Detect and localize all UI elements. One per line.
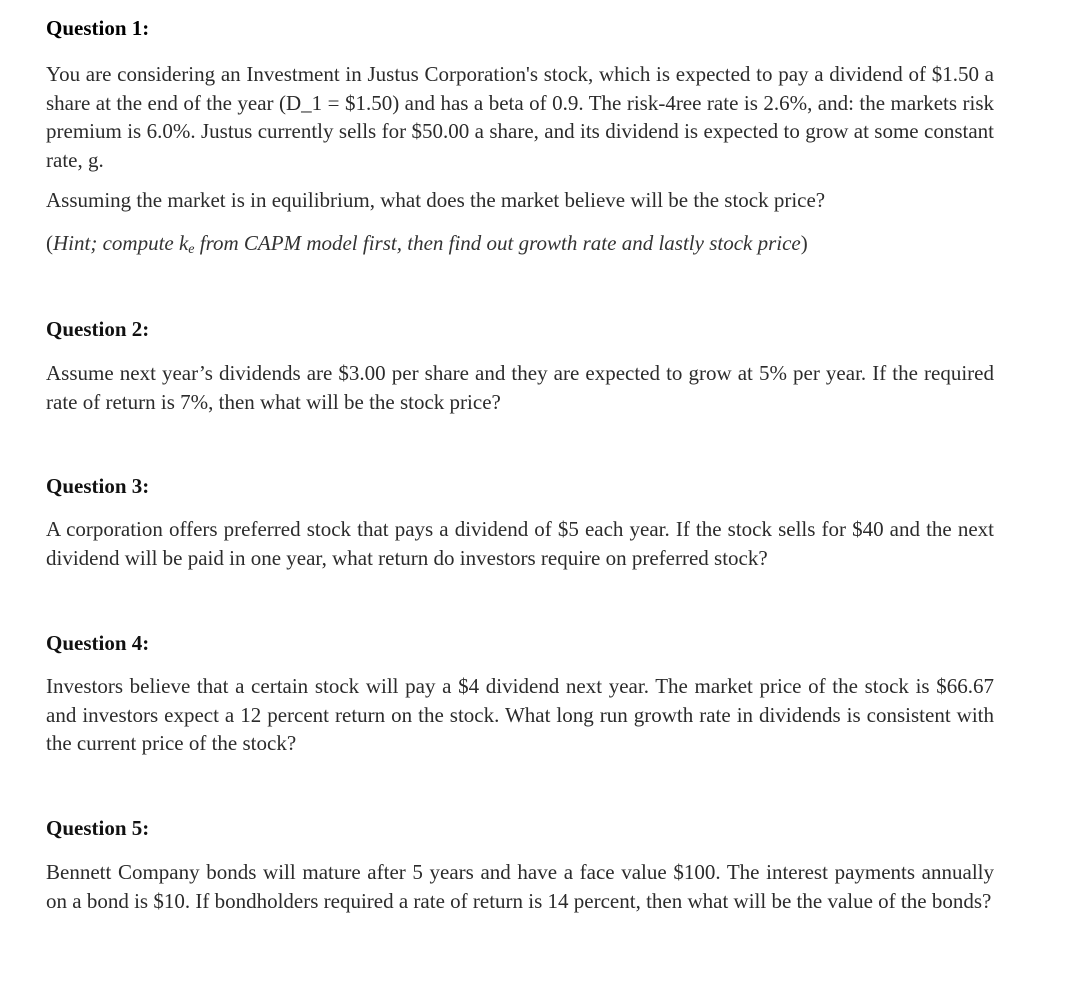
hint-open-paren: ( (46, 231, 53, 255)
question-1-hint (46, 229, 994, 257)
hint-text (53, 231, 801, 255)
question-3-body: A corporation offers preferred stock that pays a dividend of $5 each year. If the stock sells for $40 and the next dividend will be paid in one year, what return do investors require on preferred stock? (46, 517, 994, 570)
question-1-title: Question 1: (46, 16, 150, 40)
question-4-title: Question 4: (46, 631, 150, 655)
hint-text-end: from CAPM model first, then find out growth rate and lastly stock price (194, 231, 801, 255)
hint-subscript: e (188, 242, 195, 257)
question-3-title: Question 3: (46, 474, 150, 498)
hint-text-start: Hint; compute k (53, 231, 189, 255)
question-1-body: You are considering an Investment in Justus Corporation's stock, which is expected to pay a dividend of $1.50 a share at the end of the year (D_1 = $1.50) and has a beta of 0.9. The risk-4ree rate is 2.6%, and: the markets risk premium is 6.0%. Justus currently sells for $50.00 a share, and its dividend is expected to grow at some constant rate, g. (46, 62, 994, 172)
hint-close-paren: ) (800, 231, 808, 255)
question-2-title: Question 2: (46, 317, 150, 341)
question-1-prompt: Assuming the market is in equilibrium, what does the market believe will be the stock price? (46, 188, 826, 212)
question-2-body: Assume next year’s dividends are $3.00 per share and they are expected to grow at 5% per year. If the required rate of return is 7%, then what will be the stock price? (46, 361, 994, 414)
question-5-body: Bennett Company bonds will mature after 5 years and have a face value $100. The interest payments annually on a bond is $10. If bondholders required a rate of return is 14 percent, then what will be the value of the bonds? (46, 860, 994, 913)
question-4-body: Investors believe that a certain stock will pay a $4 dividend next year. The market price of the stock is $66.67 and investors expect a 12 percent return on the stock. What long run growth rate in dividends is consistent with the current price of the stock? (46, 674, 994, 755)
question-5-title: Question 5: (46, 816, 150, 840)
